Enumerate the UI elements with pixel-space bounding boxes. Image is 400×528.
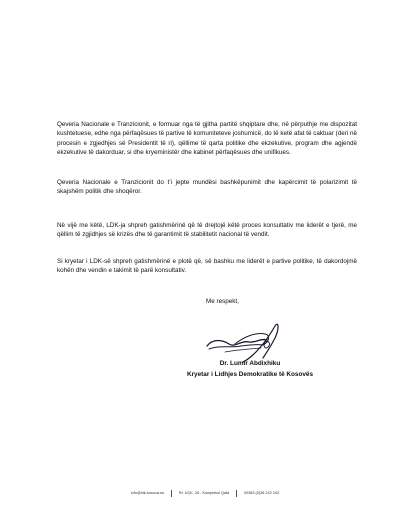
letterhead-footer [110,489,300,497]
letter-closing: Me respekt, [206,298,239,305]
footer-email: info@ldk-kosova.eu [130,491,165,495]
letter-paragraph-1: Qeveria Nacionale e Tranzicionit, e formuar nga të gjitha partitë shqiptare dhe, në përputhje me dispozitat kushtetuese, edhe nga përfaqësues të partive të komuniteteve joshumicë, do të ketë afat të caktuar (deri në procesin e zgjedhjes së Presidentit të ri), qëllime të qarta politike dhe ekzekutive, program dhe agjendë ekzekutive të dakorduar, si dhe kryeministër dhe kabinet përfaqësues dhe unifikues. [57,121,357,156]
footer-divider [236,490,237,497]
signatory-title: Kryetar i Lidhjes Demokratike të Kosovës [186,371,314,378]
handwritten-signature [205,318,295,366]
footer-address: Rr. UÇK, 26 - Kompleksi Qafa [178,491,230,495]
footer-phone: 00383 (0)38 242 242 [243,491,280,495]
letter-paragraph-4: Si kryetar i LDK-së shpreh gatishmërinë e plotë që, së bashku me liderët e partive politike, të dakordojmë kohën dhe vendin e takimit të parë konsultativ. [57,258,357,275]
footer-divider [171,490,172,497]
letter-paragraph-3: Në vijë me këtë, LDK-ja shpreh gatishmërinë që të drejtojë këtë proces konsultativ me liderët e tjerë, me qëllim të zgjidhjes së krizës dhe të garantimit të stabilitetit nacional të vendit. [57,222,357,239]
letter-paragraph-2: Qeveria Nacionale e Tranzicionit do t’i jepte mundësi bashkëpunimit dhe kapërcimit të polarizimit të skajshëm politik dhe shoqëror. [57,179,357,196]
signatory-name: Dr. Lumir Abdixhiku [219,360,281,367]
